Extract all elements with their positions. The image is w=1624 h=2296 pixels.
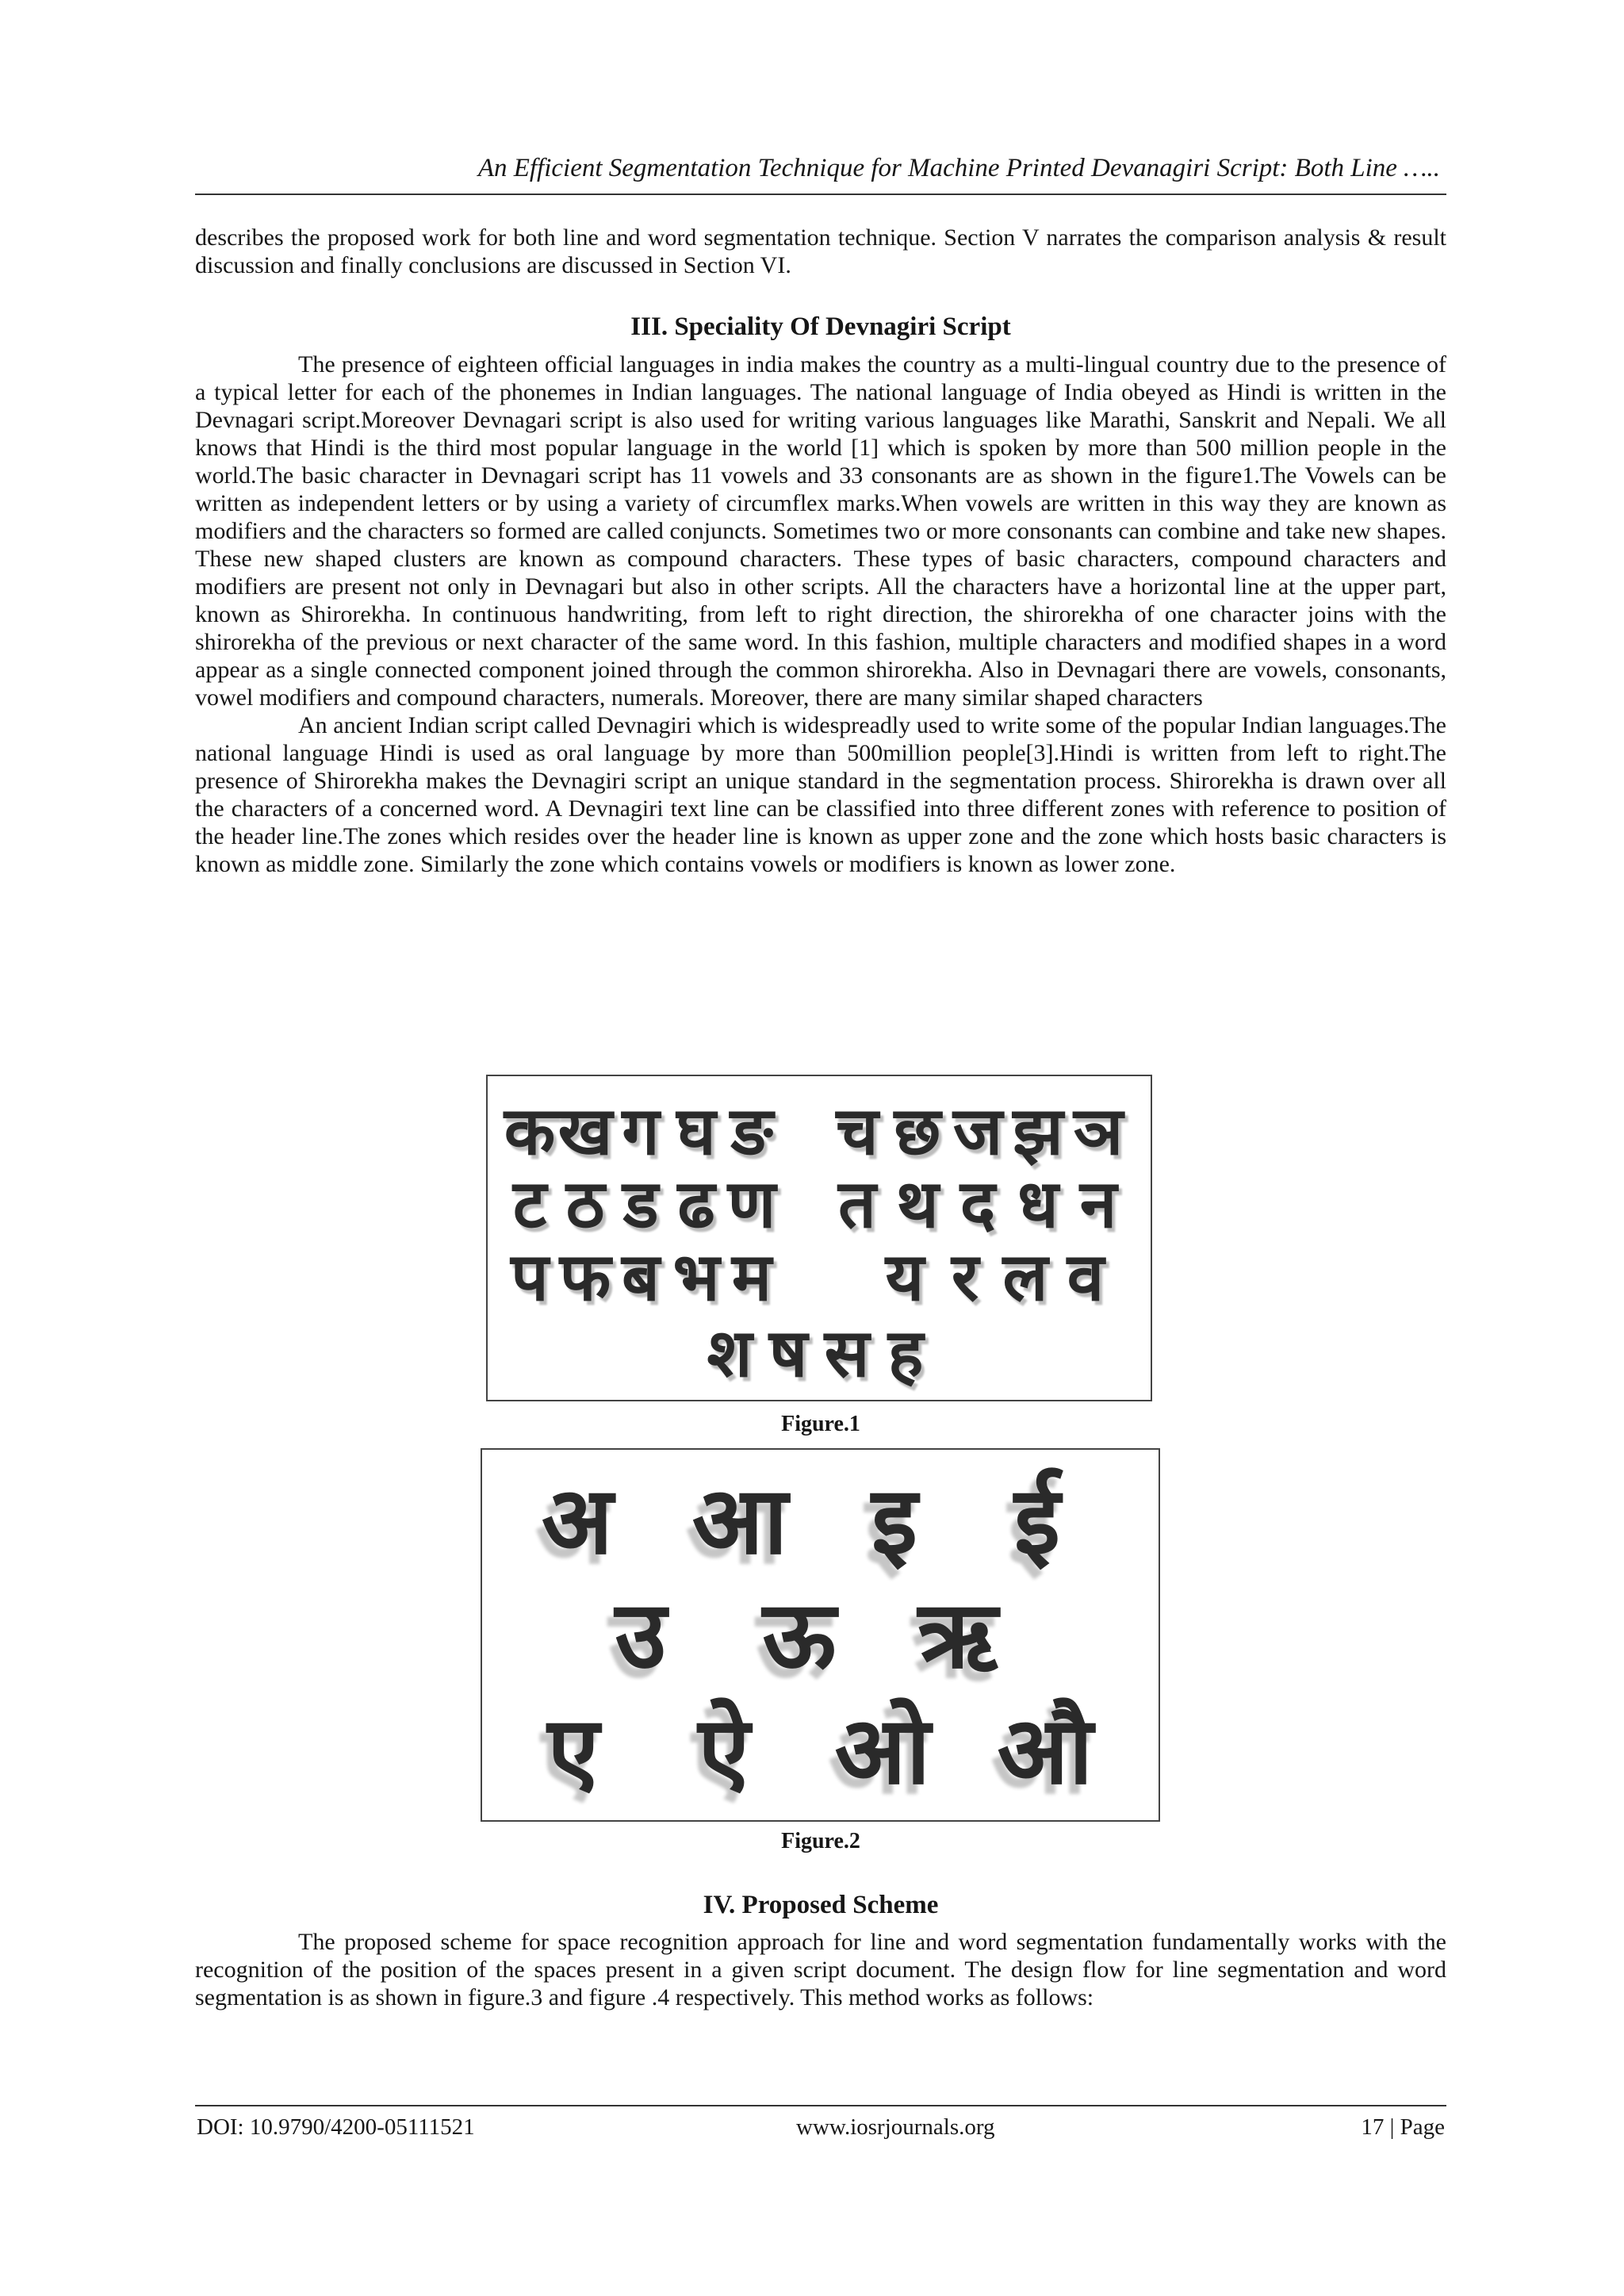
footer-page-number: 17 | Page	[1361, 2114, 1445, 2140]
vowel-glyph: ऊ	[762, 1580, 837, 1689]
consonant-glyph: य	[885, 1238, 925, 1316]
consonant-glyph: स	[824, 1314, 870, 1392]
vowel-glyph: आ	[691, 1466, 788, 1575]
consonant-glyph: त	[838, 1165, 876, 1243]
section-3-body	[195, 351, 1446, 878]
consonant-glyph: ध	[1017, 1165, 1059, 1243]
vowel-glyph: ऋ	[917, 1580, 998, 1689]
consonant-glyph: ढ	[677, 1165, 715, 1243]
consonant-glyph: ह	[887, 1314, 924, 1392]
page-footer	[195, 2105, 1446, 2146]
vowel-glyph: औ	[997, 1696, 1094, 1805]
consonant-glyph: ट	[512, 1165, 547, 1243]
consonant-glyph: र	[951, 1238, 979, 1316]
consonant-glyph: ग	[622, 1092, 660, 1170]
consonant-glyph: भ	[672, 1238, 720, 1316]
consonant-glyph: झ	[1013, 1092, 1063, 1170]
vowel-glyph: अ	[541, 1466, 614, 1575]
consonant-glyph: थ	[896, 1165, 939, 1243]
section-4-paragraph-1: The proposed scheme for space recognition approach for line and word segmentation fundamentally works with the recognition of the position of the spaces present in a given script document. The design flow for line segmentation and word segmentation is as shown in figure.3 and figure .4 respectively. This method works as follows:	[195, 1929, 1446, 2010]
section-4-heading: IV. Proposed Scheme	[703, 1891, 939, 1919]
consonant-glyph: न	[1079, 1165, 1117, 1243]
footer-website: www.iosrjournals.org	[796, 2114, 995, 2140]
figure-2-vowel-chart	[481, 1448, 1160, 1822]
intro-text: describes the proposed work for both line and word segmentation technique. Section V narrates the comparison analysis & result discussion and finally conclusions are discussed in Section VI.	[195, 224, 1446, 278]
figure-1-consonant-chart	[486, 1075, 1152, 1401]
section-3-heading: III. Speciality Of Devnagiri Script	[630, 312, 1011, 341]
vowel-row-1	[498, 1453, 1109, 1581]
vowel-glyph: इ	[871, 1466, 917, 1575]
vowel-glyph: ई	[1014, 1466, 1060, 1575]
intro-paragraph	[195, 224, 1446, 279]
section-3-paragraph-1: The presence of eighteen official languages in india makes the country as a multi-lingual country due to the presence of a typical letter for each of the phonemes in Indian languages. The national language of India obeyed as Hindi is written in the Devnagari script.Moreover Devnagari script is also used for writing various languages like Marathi, Sanskrit and Nepali. We all knows that Hindi is the third most popular language in the world [1] which is spoken by more than 500 million people in the world.The basic character in Devnagari script has 11 vowels and 33 consonants are as shown in the figure1.The Vowels can be written as independent letters or by using a variety of circumflex marks.When vowels are written in this way they are known as modifiers and the characters so formed are called conjuncts. Sometimes two or more consonants can combine and take new shapes. These new shaped clusters are known as compound characters. These types of basic characters, compound characters and modifiers are present not only in Devnagari but also in other scripts. All the characters have a horizontal line at the upper part, known as Shirorekha. In continuous handwriting, from left to right direction, the shirorekha of one character joins with the shirorekha of the previous or next character of the same word. In this fashion, multiple characters and modified shapes in a word appear as a single connected component joined through the common shirorekha. Also in Devnagari there are vowels, consonants, vowel modifiers and compound characters, numerals. Moreover, there are many similar shaped characters	[195, 351, 1446, 711]
consonant-glyph: ड	[622, 1165, 659, 1243]
consonant-glyph: ञ	[1073, 1092, 1124, 1170]
figure-2-caption: Figure.2	[781, 1829, 860, 1853]
section-3-paragraph-2: An ancient Indian script called Devnagiri which is widespreadly used to write some of the popular Indian languages.The national language Hindi is used as oral language by more than 500million people[3].Hindi is written from left to right.The presence of Shirorekha makes the Devnagiri script an unique standard in the segmentation process. Shirorekha is drawn over all the characters of a concerned word. A Devnagiri text line can be classified into three different zones with reference to position of the header line.The zones which resides over the header line is known as upper zone and the zone which hosts basic characters is known as middle zone. Similarly the zone which contains vowels or modifiers is known as lower zone.	[195, 712, 1446, 877]
vowel-row-2	[561, 1567, 1037, 1695]
consonant-row-4	[700, 1305, 935, 1396]
figure-1-caption: Figure.1	[781, 1412, 860, 1436]
consonant-glyph: द	[959, 1165, 996, 1243]
consonant-glyph: ल	[1002, 1238, 1048, 1316]
consonant-glyph: क	[504, 1092, 556, 1170]
vowel-glyph: ए	[547, 1696, 599, 1805]
consonant-glyph: ण	[727, 1165, 776, 1243]
vowel-glyph: ओ	[834, 1696, 931, 1805]
consonant-glyph: प	[511, 1238, 549, 1316]
consonant-glyph: ख	[557, 1092, 613, 1170]
consonant-glyph: ङ	[730, 1092, 773, 1170]
consonant-glyph: व	[1067, 1238, 1105, 1316]
consonant-glyph: फ	[559, 1238, 611, 1316]
consonant-glyph: ठ	[565, 1165, 605, 1243]
section-4-body	[195, 1928, 1446, 2011]
footer-doi: DOI: 10.9790/4200-05111521	[197, 2114, 475, 2140]
running-header	[195, 151, 1446, 195]
vowel-glyph: उ	[615, 1580, 667, 1689]
consonant-glyph: श	[707, 1314, 753, 1392]
consonant-glyph: म	[731, 1238, 772, 1316]
consonant-glyph: च	[836, 1092, 879, 1170]
consonant-glyph: ब	[622, 1238, 660, 1316]
running-title: An Efficient Segmentation Technique for Machine Printed Devanagiri Script: Both Line …..	[477, 154, 1440, 182]
consonant-glyph: ज	[952, 1092, 1003, 1170]
vowel-glyph: ऐ	[698, 1696, 750, 1805]
consonant-glyph: घ	[676, 1092, 716, 1170]
consonant-glyph: छ	[894, 1092, 941, 1170]
consonant-glyph: ष	[768, 1314, 808, 1392]
vowel-row-3	[498, 1683, 1124, 1811]
